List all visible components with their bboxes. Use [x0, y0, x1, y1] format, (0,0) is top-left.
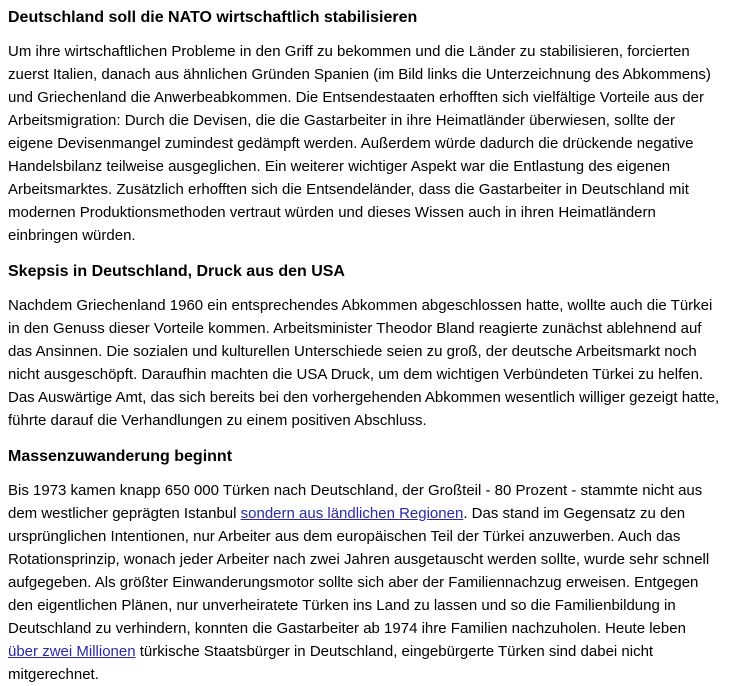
article-section-massenzuwanderung: [8, 447, 720, 686]
paragraph: [8, 294, 720, 432]
paragraph-text: . Das stand im Gegensatz zu den ursprünglichen Intentionen, nur Arbeiter aus dem europäischen Teil der Türkei anzuwerben. Auch das Rotationsprinzip, wonach jeder Arbeiter nach zwei Jahren ausgetauscht werden sollte, wurde sehr schnell aufgegeben. Als größter Einwanderungsmotor sollte sich aber der Familiennachzug erweisen. Entgegen den eigentlichen Plänen, nur unverheiratete Türken ins Land zu lassen und so die Familienbildung in Deutschland zu verhindern, konnten die Gastarbeiter ab 1974 ihre Familien nachzuholen. Heute leben: [8, 505, 710, 637]
text-link[interactable]: sondern aus ländlichen Regionen: [240, 505, 464, 522]
section-heading: Massenzuwanderung beginnt: [8, 448, 233, 465]
paragraph-text: Um ihre wirtschaftlichen Probleme in den Griff zu bekommen und die Länder zu stabilisieren, forcierten zuerst Italien, danach aus ähnlichen Gründen Spanien (im Bild links die Unterzeichnung des Abkommens) und Griechenland die Anwerbeabkommen. Die Entsendestaaten erhofften sich vielfältige Vorteile aus der Arbeitsmigration: Durch die Devisen, die die Gastarbeiter in ihre Heimatländer überwiesen, sollte der eigene Devisenmangel zumindest gedämpft werden. Außerdem würde dadurch die drückende negative Handelsbilanz teilweise ausgeglichen. Ein weiterer wichtiger Aspekt war die Entlastung des eigenen Arbeitsmarktes. Zusätzlich erhofften sich die Entsendeländer, dass die Gastarbeiter in Deutschland mit modernen Produktionsmethoden vertraut würden und dieses Wissen auch in ihren Heimatländern einbringen würden.: [8, 43, 711, 244]
paragraph-text: Bis 1973 kamen knapp 650 000 Türken nach Deutschland, der Großteil - 80 Prozent - stammte nicht aus dem westlicher geprägten Istanbul: [8, 482, 703, 522]
section-heading: Deutschland soll die NATO wirtschaftlich stabilisieren: [8, 9, 418, 26]
paragraph: [8, 479, 720, 686]
text-link[interactable]: über zwei Millionen: [8, 643, 136, 660]
paragraph: [8, 40, 720, 247]
paragraph-text: türkische Staatsbürger in Deutschland, eingebürgerte Türken sind dabei nicht mitgerechnet.: [8, 643, 654, 683]
article-section-nato: [8, 8, 720, 247]
section-heading: Skepsis in Deutschland, Druck aus den USA: [8, 263, 345, 280]
paragraph-text: Nachdem Griechenland 1960 ein entsprechendes Abkommen abgeschlossen hatte, wollte auch die Türkei in den Genuss dieser Vorteile kommen. Arbeitsminister Theodor Bland reagierte zunächst ablehnend auf das Ansinnen. Die sozialen und kulturellen Unterschiede seien zu groß, der deutsche Arbeitsmarkt noch nicht ausgeschöpft. Daraufhin machten die USA Druck, um dem wichtigen Verbündeten Türkei zu helfen. Das Auswärtige Amt, das sich bereits bei den vorhergehenden Abkommen wesentlich williger gezeigt hatte, führte darauf die Verhandlungen zu einem positiven Abschluss.: [8, 297, 720, 429]
article-section-skepsis: [8, 262, 720, 432]
